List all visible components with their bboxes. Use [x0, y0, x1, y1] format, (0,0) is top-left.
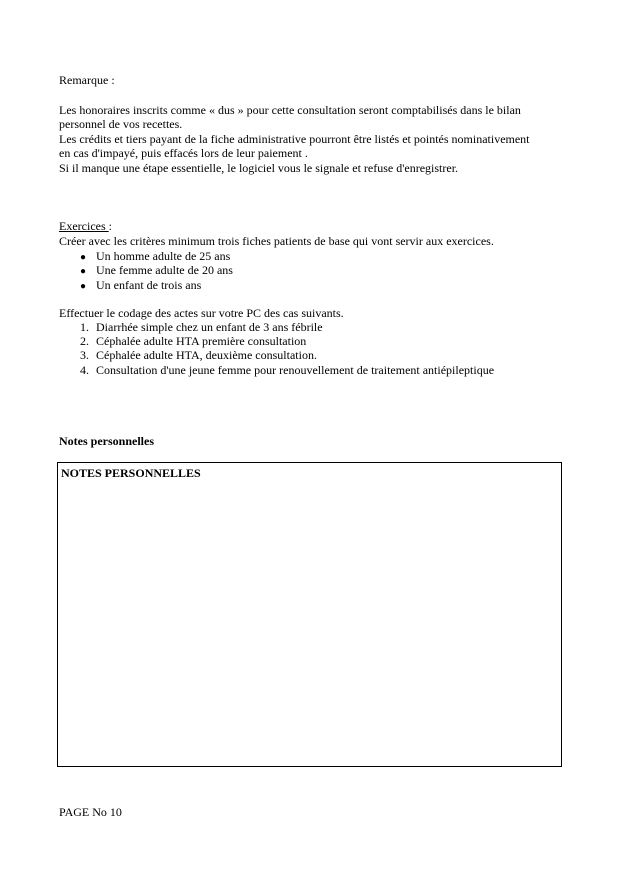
exercices-heading: Exercices [59, 219, 109, 233]
numbered-item-4 [80, 363, 494, 377]
bullet-marker: ● [80, 281, 87, 292]
bullet-item-enfant [80, 278, 201, 294]
item-number: 1. [80, 320, 89, 334]
item-text: Céphalée adulte HTA première consultation [96, 334, 307, 348]
numbered-item-2 [80, 334, 306, 348]
notes-box[interactable] [57, 462, 562, 767]
remarque-line-1: Les honoraires inscrits comme « dus » pour cette consultation seront comptabilisés dans le bilan [59, 103, 521, 117]
remarque-heading: Remarque : [59, 73, 115, 87]
notes-section-title: Notes personnelles [59, 434, 154, 448]
numbered-item-1 [80, 320, 323, 334]
exercices-heading-line [59, 219, 112, 233]
remarque-line-5: Si il manque une étape essentielle, le logiciel vous le signale et refuse d'enregistrer. [59, 161, 459, 175]
item-number: 2. [80, 334, 89, 348]
page-number: PAGE No 10 [59, 805, 122, 819]
item-number: 4. [80, 363, 89, 377]
bullet-item-femme [80, 263, 233, 279]
numbered-item-3 [80, 348, 317, 362]
remarque-line-3: Les crédits et tiers payant de la fiche administrative pourront être listés et pointés nominativement [59, 132, 530, 146]
bullet-text: Un homme adulte de 25 ans [96, 249, 231, 263]
item-number: 3. [80, 348, 89, 362]
item-text: Diarrhée simple chez un enfant de 3 ans fébrile [96, 320, 323, 334]
exercices-intro: Créer avec les critères minimum trois fiches patients de base qui vont servir aux exercices. [59, 234, 494, 248]
bullet-marker: ● [80, 252, 87, 263]
remarque-line-2: personnel de vos recettes. [59, 117, 183, 131]
exercices-heading-colon: : [108, 219, 112, 233]
bullet-text: Une femme adulte de 20 ans [96, 263, 233, 277]
codage-intro: Effectuer le codage des actes sur votre PC des cas suivants. [59, 306, 344, 320]
item-text: Céphalée adulte HTA, deuxième consultation. [96, 348, 317, 362]
remarque-line-4: en cas d'impayé, puis effacés lors de leur paiement . [59, 146, 308, 160]
item-text: Consultation d'une jeune femme pour renouvellement de traitement antiépileptique [96, 363, 495, 377]
bullet-text: Un enfant de trois ans [96, 278, 202, 292]
notes-box-title: NOTES PERSONNELLES [61, 466, 201, 480]
bullet-marker: ● [80, 266, 87, 277]
